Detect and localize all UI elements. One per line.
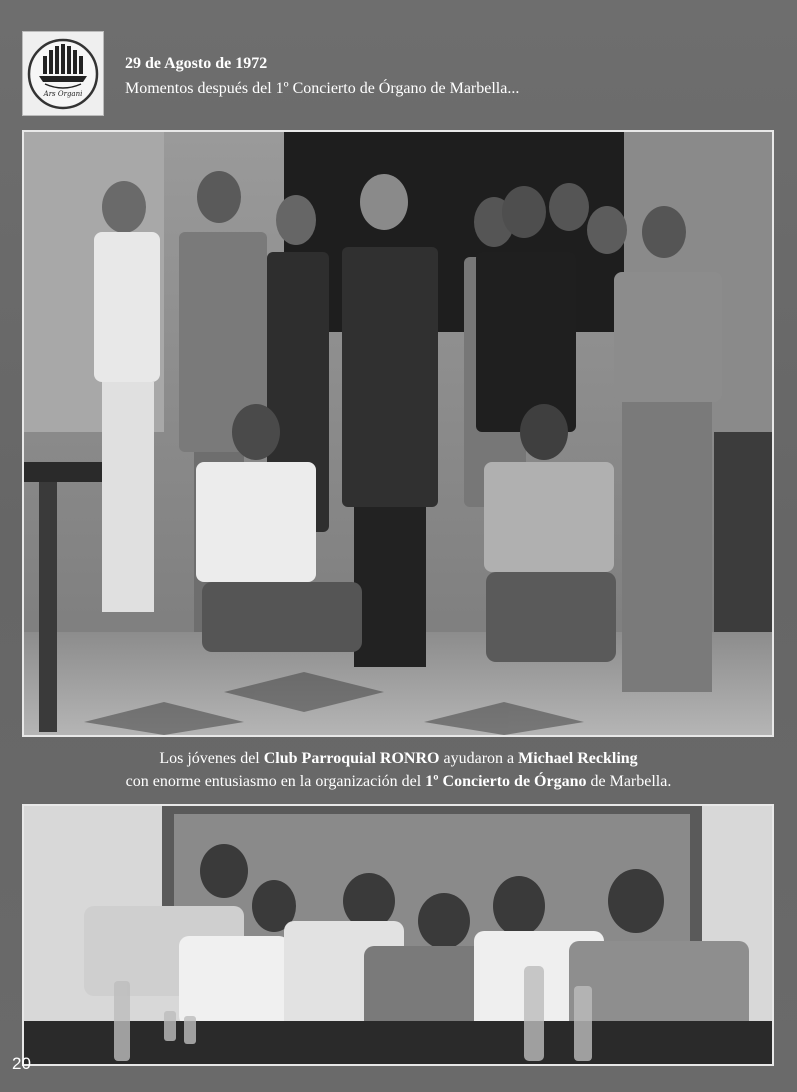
group-photo-bottom [22, 804, 774, 1066]
header-subtitle: Momentos después del 1º Concierto de Órgano de Marbella... [125, 80, 520, 97]
caption-line-1: Los jóvenes del Club Parroquial RONRO ayudaron a Michael Reckling [159, 750, 638, 767]
page-number: 20 [12, 1054, 31, 1073]
club-name: Club Parroquial RONRO [263, 750, 440, 767]
person-name: Michael Reckling [518, 750, 638, 767]
group-photo-top [22, 130, 774, 737]
caption-line-2: con enorme entusiasmo en la organización del 1º Concierto de Órgano de Marbella. [125, 773, 672, 790]
ars-organi-logo [22, 31, 104, 116]
concert-name: 1º Concierto de Órgano [425, 773, 587, 790]
svg-text:Ars Organi: Ars Organi [43, 89, 83, 98]
header-date: 29 de Agosto de 1972 [125, 55, 268, 72]
